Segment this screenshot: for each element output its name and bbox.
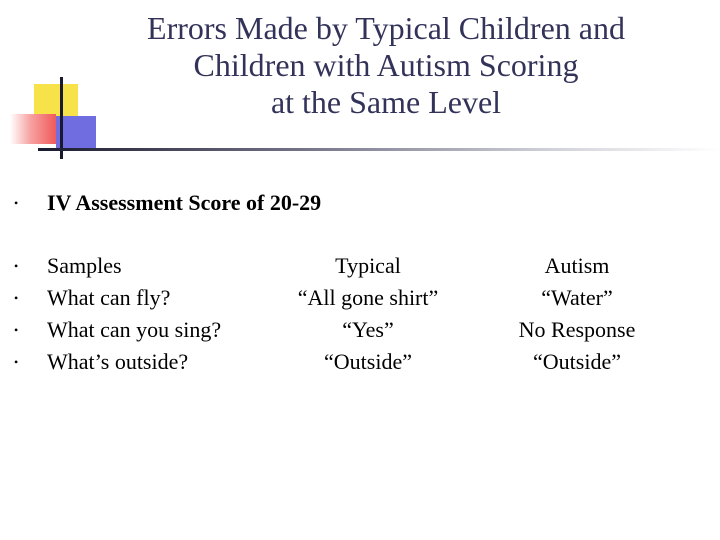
decor-red-bar xyxy=(10,114,56,144)
sample-question: What’s outside? xyxy=(47,349,189,374)
autism-response: No Response xyxy=(518,317,636,342)
bullet-icon: • xyxy=(14,355,19,369)
sample-question: What can fly? xyxy=(47,285,171,310)
bullet-icon: • xyxy=(14,291,19,305)
heading-row xyxy=(0,188,720,218)
header-autism: Autism xyxy=(544,253,610,278)
typical-response: “Outside” xyxy=(324,349,412,374)
title-line-1: Errors Made by Typical Children and xyxy=(147,10,625,46)
bullet-icon: • xyxy=(14,323,19,337)
table-row xyxy=(0,283,720,313)
title-line-3: at the Same Level xyxy=(270,84,502,120)
autism-response: “Outside” xyxy=(533,349,621,374)
typical-response: “Yes” xyxy=(342,317,394,342)
header-typical: Typical xyxy=(335,253,401,278)
slide-title xyxy=(96,10,676,121)
autism-response: “Water” xyxy=(541,285,613,310)
title-line-2: Children with Autism Scoring xyxy=(193,47,579,83)
bullet-icon: • xyxy=(14,259,19,273)
table-header-row xyxy=(0,251,720,281)
assessment-heading: IV Assessment Score of 20-29 xyxy=(47,190,322,215)
sample-question: What can you sing? xyxy=(47,317,222,342)
typical-response: “All gone shirt” xyxy=(297,285,439,310)
header-samples: Samples xyxy=(47,253,122,278)
bullet-icon: • xyxy=(14,196,19,210)
table-row xyxy=(0,347,720,377)
table-row xyxy=(0,315,720,345)
title-divider-line xyxy=(38,148,720,151)
decor-vertical-line xyxy=(60,77,63,159)
